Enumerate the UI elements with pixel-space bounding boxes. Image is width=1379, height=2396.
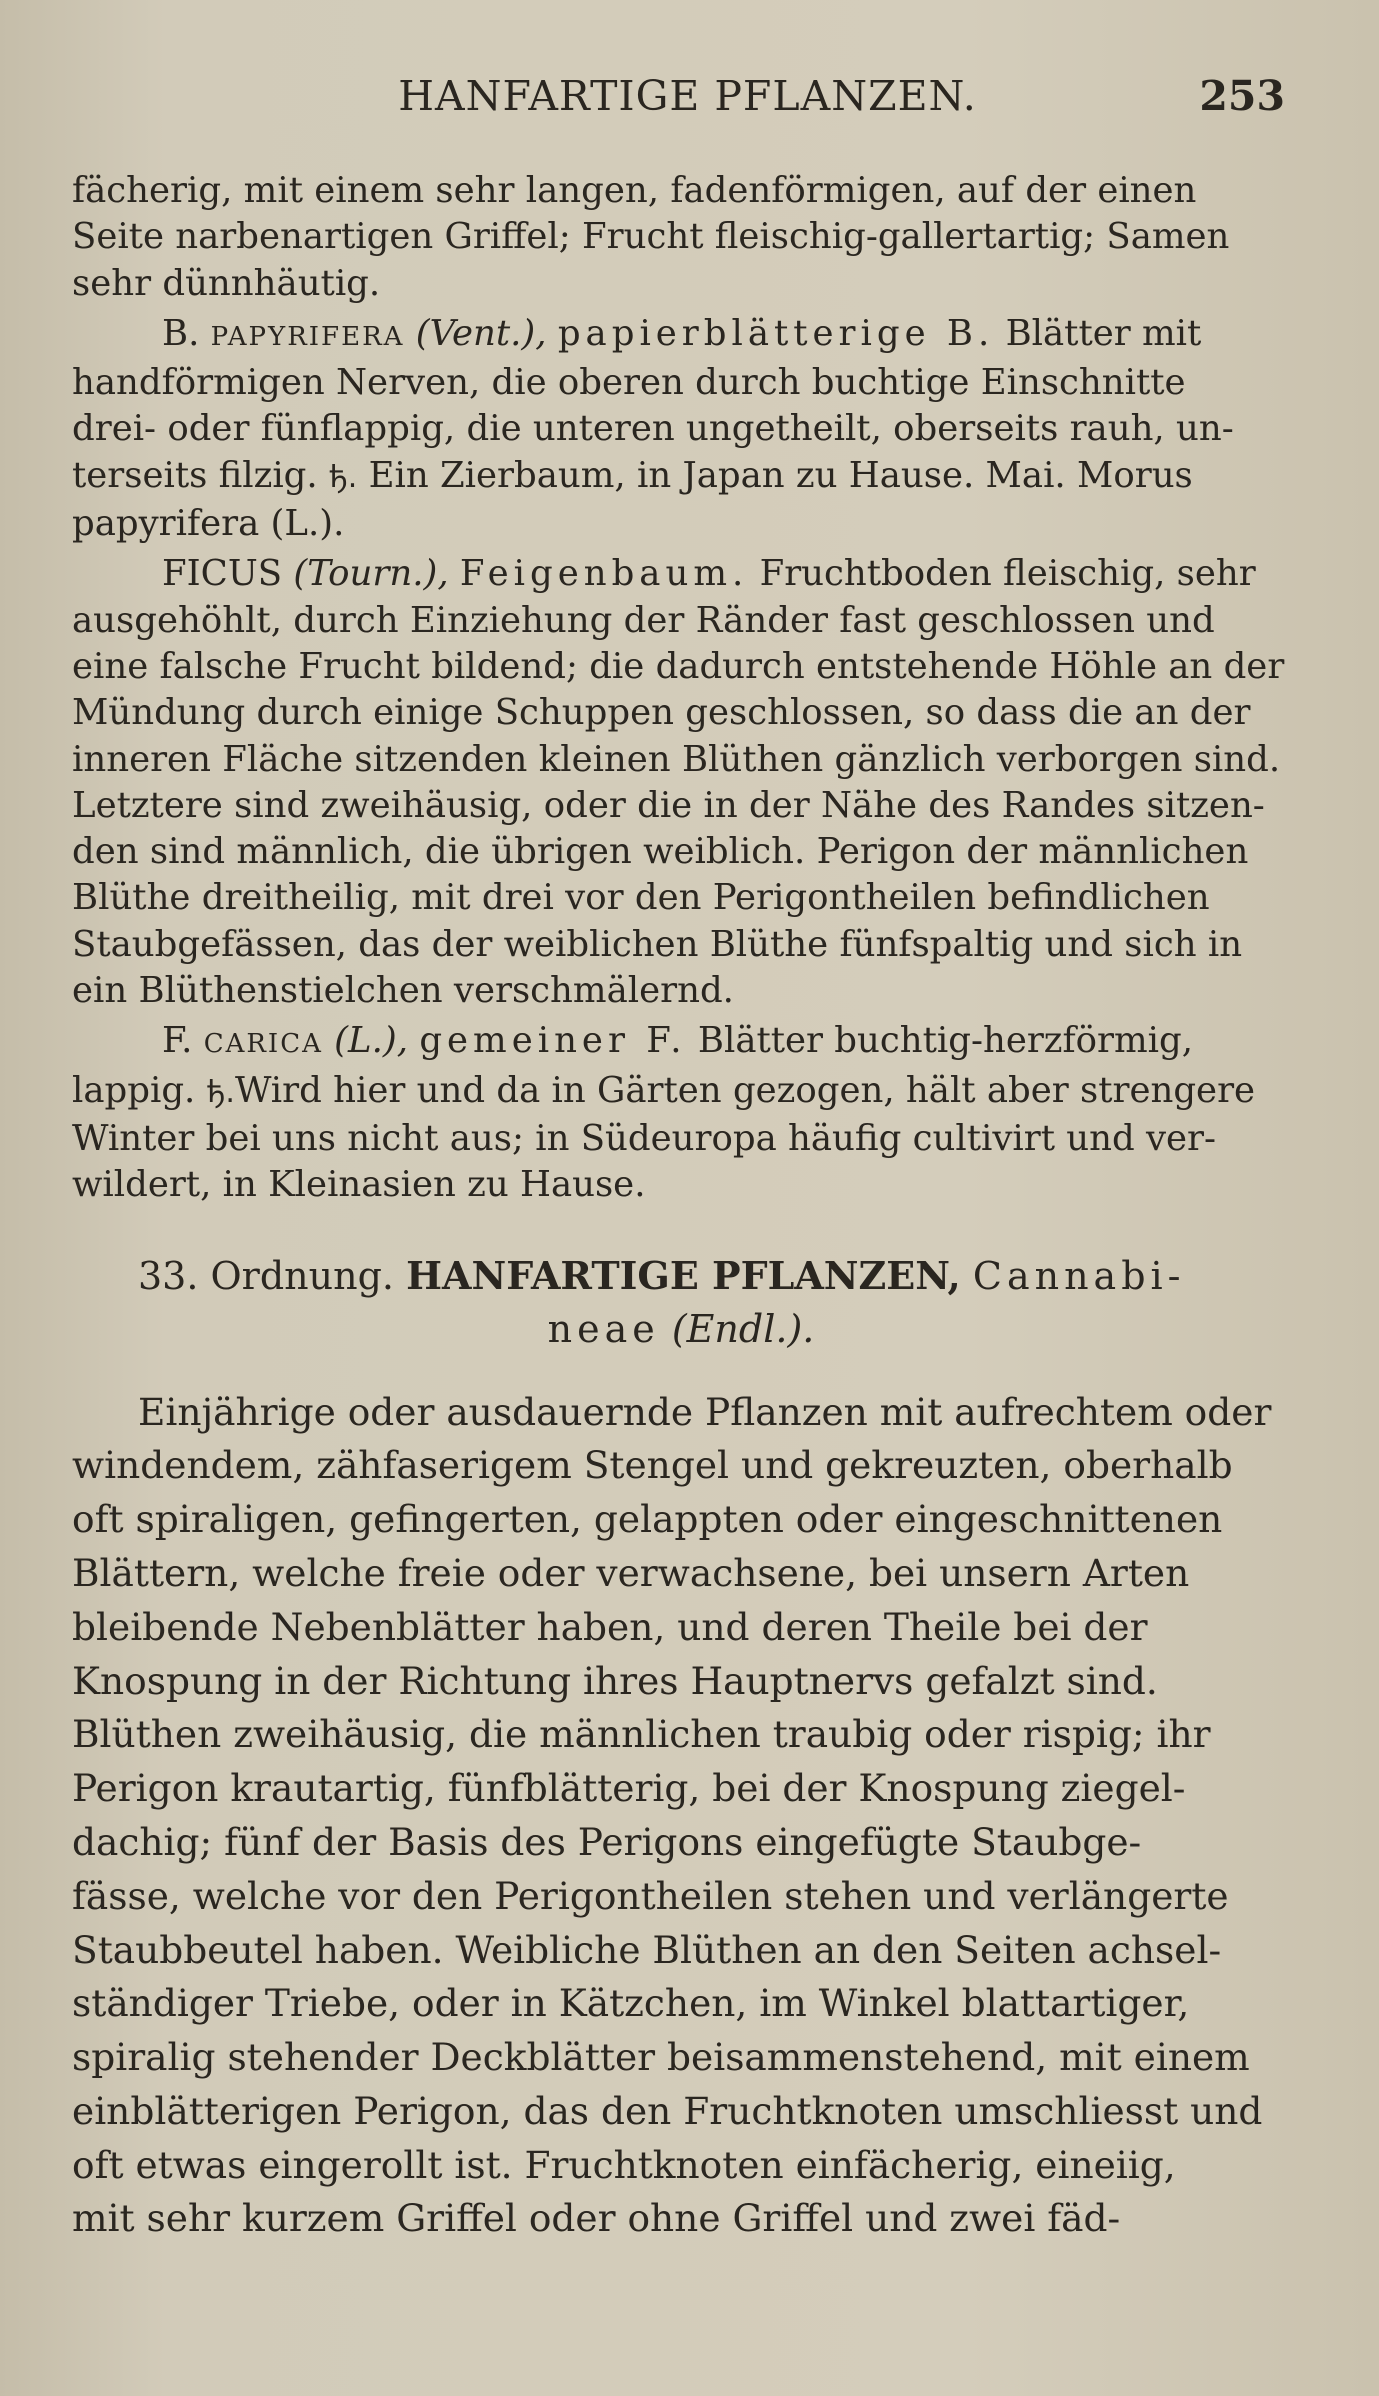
species-entry-carica: [72, 1018, 1290, 1208]
text-line: Blättern, welche freie oder verwachsene, bei unsern Arten: [72, 1550, 1190, 1595]
text-line: [72, 453, 1290, 501]
order-heading-line: [72, 1303, 1290, 1356]
text-line: bleibende Nebenblätter haben, und deren Theile bei der: [72, 1604, 1148, 1649]
text-line: drei- oder fünflappig, die unteren ungetheilt, oberseits rauh, un-: [72, 408, 1234, 450]
text-line: Knospung in der Richtung ihres Hauptnervs gefalzt sind.: [72, 1658, 1158, 1703]
text-line: Letztere sind zweihäusig, oder die in der Nähe des Randes sitzen-: [72, 784, 1265, 826]
text-span: Blätter buchtig-herzförmig,: [697, 1020, 1194, 1062]
page-number: 253: [1199, 72, 1285, 120]
genus-abbrev: F.: [162, 1020, 193, 1062]
text-line: spiralig stehender Deckblätter beisammenstehend, mit einem: [72, 2035, 1250, 2080]
genus-name: FICUS: [162, 553, 283, 595]
text-line: handförmigen Nerven, die oberen durch buchtige Einschnitte: [72, 362, 1186, 404]
text-line: wildert, in Kleinasien zu Hause.: [72, 1164, 646, 1206]
text-line: [72, 1018, 1290, 1067]
genus-entry-ficus: [72, 551, 1290, 1014]
text-line: Blüthe dreitheilig, mit drei vor den Perigontheilen befindlichen: [72, 877, 1210, 919]
text-line: Einjährige oder ausdauernde Pflanzen mit aufrechtem oder: [138, 1389, 1272, 1434]
text-line: einblätterigen Perigon, das den Fruchtknoten umschliesst und: [72, 2088, 1263, 2133]
order-number: 33. Ordnung.: [138, 1253, 394, 1298]
author-citation: (L.),: [334, 1020, 409, 1062]
author-citation: (Tourn.),: [293, 553, 449, 595]
tree-symbol-icon: ђ.: [206, 1074, 235, 1110]
text-line: oft spiraligen, gefingerten, gelappten oder eingeschnittenen: [72, 1497, 1223, 1542]
author-citation: (Endl.).: [671, 1306, 815, 1351]
text-span: Wird hier und da in Gärten gezogen, hält aber strengere: [234, 1069, 1256, 1111]
order-latin-name: Cannabi-: [972, 1253, 1186, 1298]
author-citation: (Vent.),: [415, 312, 547, 354]
text-line: den sind männlich, die übrigen weiblich. Perigon der männlichen: [72, 831, 1249, 873]
text-line: Blüthen zweihäusig, die männlichen traubig oder rispig; ihr: [72, 1712, 1211, 1757]
text-line: fächerig, mit einem sehr langen, fadenförmigen, auf der einen: [72, 170, 1197, 211]
text-span: terseits filzig.: [72, 454, 318, 496]
text-line: mit sehr kurzem Griffel oder ohne Griffel und zwei fäd-: [72, 2196, 1121, 2241]
text-span: Fruchtboden fleischig, sehr: [759, 553, 1256, 595]
text-line: Mündung durch einige Schuppen geschlossen, so dass die an der: [72, 692, 1251, 734]
text-line: sehr dünnhäutig.: [72, 262, 381, 304]
text-span: lappig.: [72, 1069, 196, 1111]
text-line: papyrifera (L.).: [72, 503, 345, 545]
text-span: Blätter mit: [1005, 312, 1202, 354]
text-line: Staubbeutel haben. Weibliche Blüthen an den Seiten achsel-: [72, 1927, 1222, 1972]
text-line: windendem, zähfaserigem Stengel und gekreuzten, oberhalb: [72, 1443, 1233, 1488]
order-heading-line: [72, 1249, 1290, 1303]
text-line: [72, 311, 1290, 360]
text-span: Ein Zierbaum, in Japan zu Hause. Mai. Morus: [368, 454, 1193, 496]
text-line: Seite narbenartigen Griffel; Frucht fleischig-gallertartig; Samen: [72, 216, 1230, 258]
text-line: inneren Fläche sitzenden kleinen Blüthen gänzlich verborgen sind.: [72, 738, 1281, 780]
page-header: [90, 72, 1285, 132]
text-line: Staubgefässen, das der weiblichen Blüthe fünfspaltig und sich in: [72, 923, 1243, 965]
species-entry-papyrifera: [72, 311, 1290, 547]
common-name: papierblätterige B.: [557, 312, 995, 354]
text-line: [72, 551, 1290, 597]
order-heading: [72, 1249, 1290, 1356]
text-line: ständiger Triebe, oder in Kätzchen, im Winkel blattartiger,: [72, 1981, 1190, 2026]
paragraph-continuation: [72, 168, 1290, 307]
text-line: ausgehöhlt, durch Einziehung der Ränder fast geschlossen und: [72, 599, 1215, 641]
common-name: Feigenbaum.: [459, 553, 749, 595]
tree-symbol-icon: ђ.: [329, 459, 358, 495]
order-title: HANFARTIGE PFLANZEN,: [406, 1252, 961, 1298]
text-line: eine falsche Frucht bildend; die dadurch entstehende Höhle an der: [72, 645, 1285, 687]
text-line: Winter bei uns nicht aus; in Südeuropa häufig cultivirt und ver-: [72, 1117, 1217, 1159]
running-title: HANFARTIGE PFLANZEN.: [398, 72, 977, 120]
text-line: oft etwas eingerollt ist. Fruchtknoten einfächerig, eineiig,: [72, 2142, 1176, 2187]
text-line: fässe, welche vor den Perigontheilen stehen und verlängerte: [72, 1873, 1229, 1918]
body-text: [72, 168, 1290, 2246]
text-line: ein Blüthenstielchen verschmälernd.: [72, 970, 734, 1012]
genus-abbrev: B.: [162, 312, 200, 354]
text-line: [72, 1068, 1290, 1116]
species-name: CARICA: [203, 1029, 323, 1060]
species-name: PAPYRIFERA: [210, 321, 405, 352]
text-line: dachig; fünf der Basis des Perigons eingefügte Staubge-: [72, 1819, 1142, 1864]
common-name: gemeiner F.: [419, 1020, 687, 1062]
order-latin-name: neae: [547, 1306, 660, 1351]
order-description: [72, 1386, 1290, 2247]
text-line: Perigon krautartig, fünfblätterig, bei der Knospung ziegel-: [72, 1766, 1186, 1811]
